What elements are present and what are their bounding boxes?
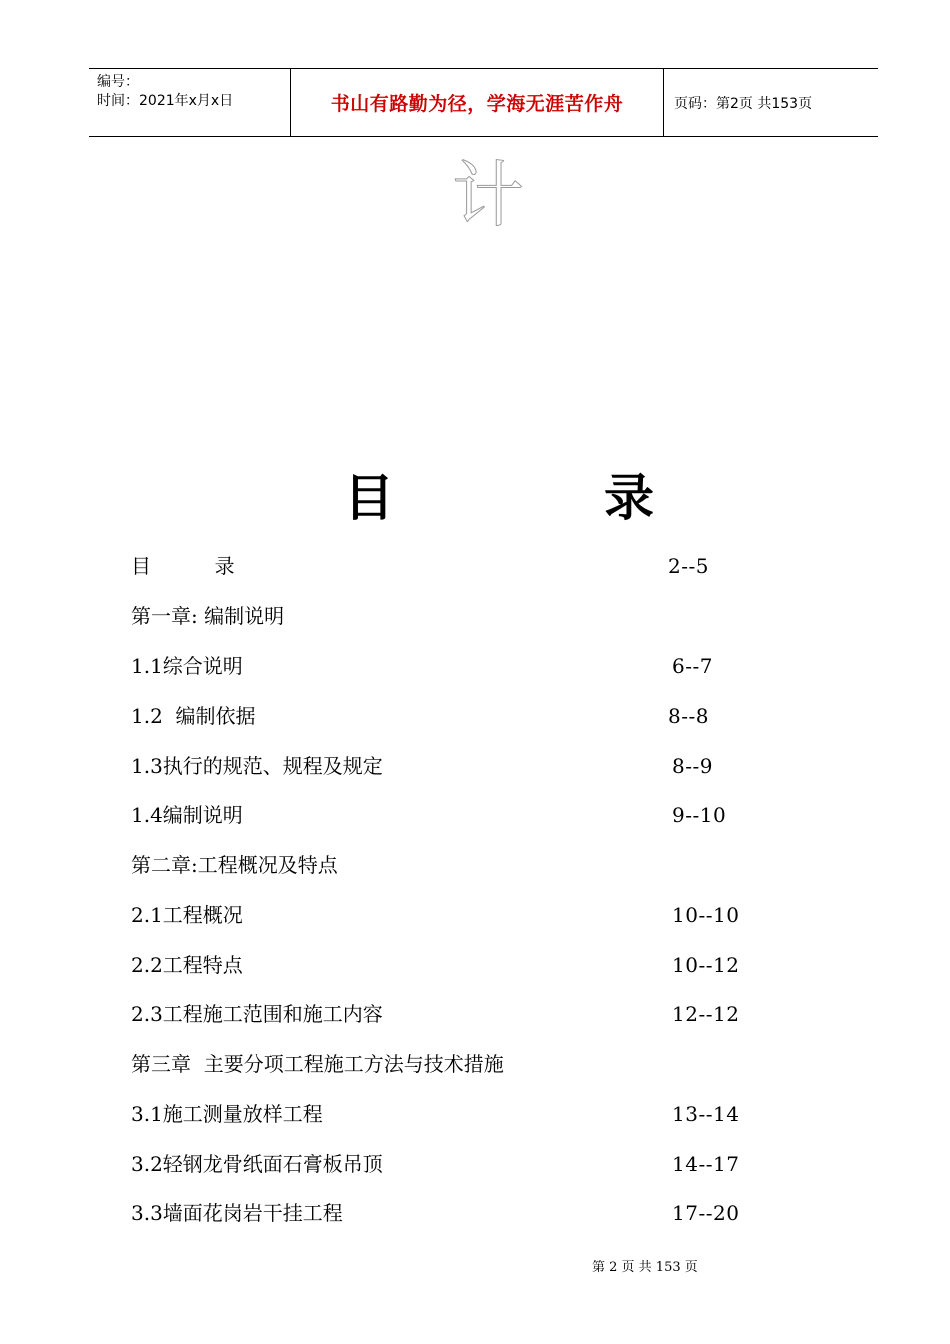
toc-entry — [131, 651, 791, 681]
toc-entry-label: 第二章:工程概况及特点 — [131, 853, 338, 877]
toc-entry-label: 1.2 编制依据 — [131, 704, 256, 728]
toc-entry-label: 3.2轻钢龙骨纸面石膏板吊顶 — [131, 1152, 383, 1176]
toc-entry-label: 2.1工程概况 — [131, 903, 243, 927]
ghost-watermark-text: 计 — [452, 153, 525, 237]
toc-entry-label: 2.3工程施工范围和施工内容 — [131, 1002, 383, 1026]
header-meta — [89, 69, 291, 136]
toc-entry-pages: 14--17 — [672, 1152, 740, 1176]
toc-entry-pages: 8--9 — [672, 754, 713, 778]
toc-entry-pages: 8--8 — [668, 704, 709, 728]
toc-entry — [131, 950, 791, 980]
code-label: 编号： — [97, 74, 139, 90]
toc-entry-pages: 10--12 — [672, 953, 740, 977]
toc-entry-pages: 9--10 — [672, 803, 727, 827]
toc-entry-label: 2.2工程特点 — [131, 953, 243, 977]
toc-entry — [131, 1049, 791, 1079]
toc-entry-label: 第三章 主要分项工程施工方法与技术措施 — [131, 1052, 504, 1076]
toc-title-right: 录 — [604, 469, 654, 527]
toc-entry — [131, 1198, 791, 1228]
header-page-cell — [664, 69, 878, 136]
toc-entry-pages: 12--12 — [672, 1002, 740, 1026]
toc-entry-label: 第一章: 编制说明 — [131, 604, 285, 628]
toc-entry-pages: 6--7 — [672, 654, 713, 678]
page-header — [89, 68, 878, 137]
toc-title-left: 目 — [344, 469, 394, 527]
toc-entry — [131, 900, 791, 930]
toc-entry-label: 1.1综合说明 — [131, 654, 243, 678]
toc-entry-label: 3.1施工测量放样工程 — [131, 1102, 323, 1126]
header-motto-cell — [291, 69, 664, 136]
toc-entry-pages: 2--5 — [668, 554, 709, 578]
toc-entry-pages: 10--10 — [672, 903, 740, 927]
header-motto: 书山有路勤为径，学海无涯苦作舟 — [330, 93, 624, 115]
toc-entry — [131, 551, 791, 581]
toc-entry-label: 目 录 — [131, 554, 235, 578]
toc-entry-pages: 17--20 — [672, 1201, 740, 1225]
toc-entry-label: 1.3执行的规范、规程及规定 — [131, 754, 383, 778]
toc-entry — [131, 999, 791, 1029]
toc-entry-label: 3.3墙面花岗岩干挂工程 — [131, 1201, 343, 1225]
toc-entry — [131, 1149, 791, 1179]
page-footer: 第 2 页 共 153 页 — [592, 1260, 698, 1275]
toc-entry — [131, 1099, 791, 1129]
toc-entry — [131, 850, 791, 880]
toc-entry — [131, 751, 791, 781]
time-label: 时间：2021年x月x日 — [97, 93, 234, 109]
toc-entry — [131, 800, 791, 830]
toc-entry — [131, 701, 791, 731]
toc-entry-label: 1.4编制说明 — [131, 803, 243, 827]
header-page-info: 页码：第2页 共153页 — [674, 95, 813, 112]
toc-entry — [131, 601, 791, 631]
toc-entry-pages: 13--14 — [672, 1102, 740, 1126]
